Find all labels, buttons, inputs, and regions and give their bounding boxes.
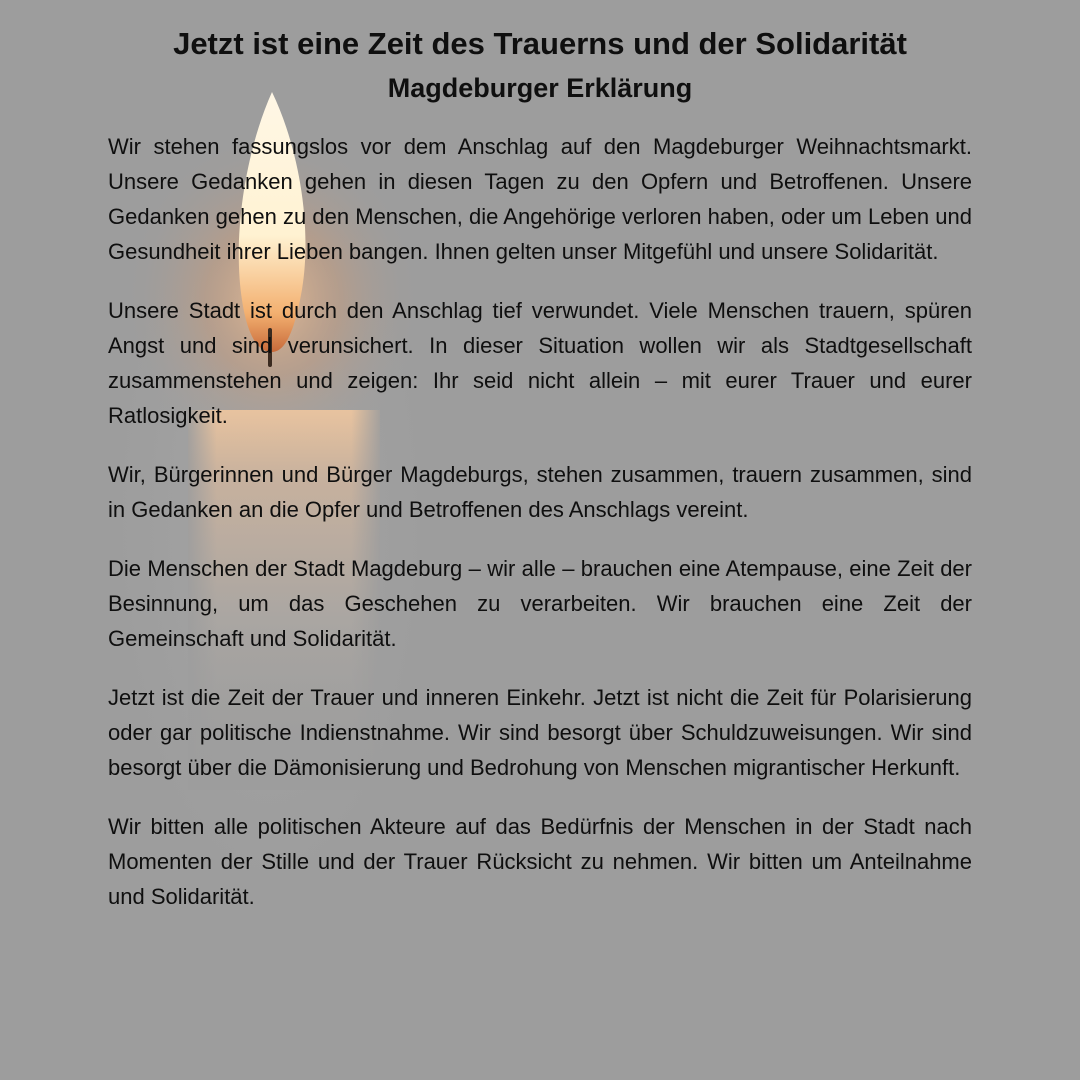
paragraph-6: Wir bitten alle politischen Akteure auf das Bedürfnis der Menschen in der Stadt nach Momenten der Stille und der Trauer Rücksicht zu nehmen. Wir bitten um Anteilnahme und Solidarität. [108,814,972,909]
paragraph-2: Unsere Stadt ist durch den Anschlag tief verwundet. Viele Menschen trauern, spüren Angst und sind verunsichert. In dieser Situation wollen wir als Stadtgesellschaft zusammenstehen und zeigen: Ihr seid nicht allein – mit eurer Trauer und eurer Ratlosigkeit. [108,298,972,428]
declaration [108,22,972,914]
paragraph-3: Wir, Bürgerinnen und Bürger Magdeburgs, stehen zusammen, trauern zusammen, sind in Gedanken an die Opfer und Betroffenen des Anschlags vereint. [108,462,972,522]
paragraph-1: Wir stehen fassungslos vor dem Anschlag auf den Magdeburger Weihnachtsmarkt. Unsere Gedanken gehen in diesen Tagen zu den Opfern und Betroffenen. Unsere Gedanken gehen zu den Menschen, die Angehörige verloren haben, oder um Leben und Gesundheit ihrer Lieben bangen. Ihnen gelten unser Mitgefühl und unsere Solidarität. [108,134,972,264]
paragraph-4: Die Menschen der Stadt Magdeburg – wir alle – brauchen eine Atempause, eine Zeit der Besinnung, um das Geschehen zu verarbeiten. Wir brauchen eine Zeit der Gemeinschaft und Solidarität. [108,556,972,651]
body-text [108,129,972,914]
page-title: Jetzt ist eine Zeit des Trauerns und der Solidarität [173,26,907,61]
paragraph-5: Jetzt ist die Zeit der Trauer und inneren Einkehr. Jetzt ist nicht die Zeit für Polarisierung oder gar politische Indienstnahme. Wir sind besorgt über Schuldzuweisungen. Wir sind besorgt über die Dämonisierung und Bedrohung von Menschen migrantischer Herkunft. [108,685,972,780]
page-subtitle: Magdeburger Erklärung [387,73,693,103]
